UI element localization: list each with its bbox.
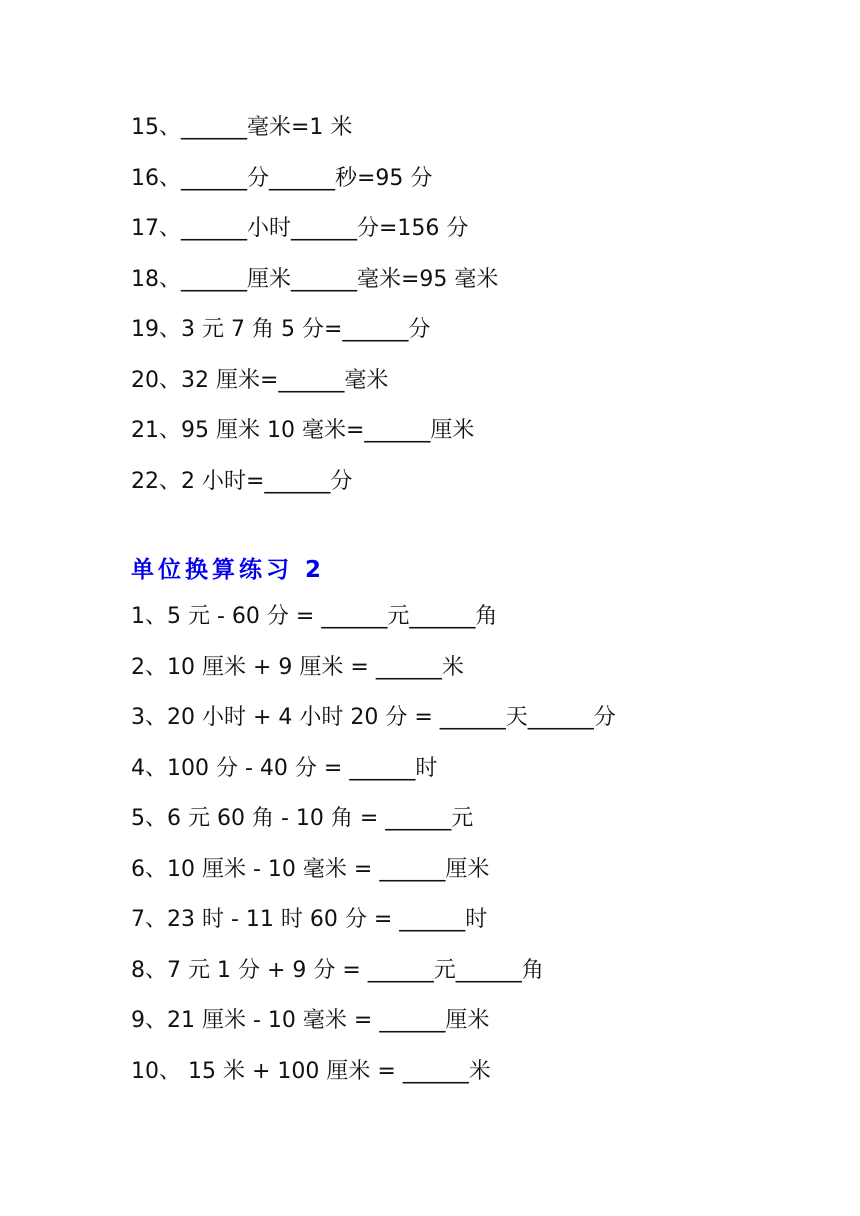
exercise-item-6: 6、10 厘米 - 10 毫米 = ______厘米 bbox=[131, 856, 490, 882]
exercise-item-22: 22、2 小时=______分 bbox=[131, 468, 353, 494]
exercise-item-7: 7、23 时 - 11 时 60 分 = ______时 bbox=[131, 907, 488, 932]
exercise-item-4: 4、100 分 - 40 分 = ______时 bbox=[131, 755, 438, 781]
exercise-item-9: 9、21 厘米 - 10 毫米 = ______厘米 bbox=[131, 1008, 490, 1033]
exercise-item-19: 19、3 元 7 角 5 分=______分 bbox=[131, 317, 431, 342]
exercise-item-16: 16、______分______秒=95 分 bbox=[131, 165, 433, 191]
exercise-item-15: 15、______毫米=1 米 bbox=[131, 115, 353, 140]
exercise-item-3: 3、20 小时 + 4 小时 20 分 = ______天______分 bbox=[131, 705, 616, 730]
exercise-item-8: 8、7 元 1 分 + 9 分 = ______元______角 bbox=[131, 957, 544, 983]
exercise-list-part1 bbox=[131, 108, 498, 512]
exercise-item-5: 5、6 元 60 角 - 10 角 = ______元 bbox=[131, 806, 474, 831]
section-title: 单位换算练习 2 bbox=[131, 557, 326, 583]
exercise-list-part2 bbox=[131, 597, 616, 1102]
exercise-item-2: 2、10 厘米 + 9 厘米 = ______米 bbox=[131, 654, 464, 680]
exercise-item-21: 21、95 厘米 10 毫米=______厘米 bbox=[131, 418, 475, 443]
exercise-item-17: 17、______小时______分=156 分 bbox=[131, 216, 469, 241]
exercise-item-1: 1、5 元 - 60 分 = ______元______角 bbox=[131, 604, 498, 629]
exercise-item-18: 18、______厘米______毫米=95 毫米 bbox=[131, 266, 499, 292]
exercise-item-20: 20、32 厘米=______毫米 bbox=[131, 367, 389, 393]
exercise-item-10: 10、 15 米 + 100 厘米 = ______米 bbox=[131, 1058, 491, 1084]
